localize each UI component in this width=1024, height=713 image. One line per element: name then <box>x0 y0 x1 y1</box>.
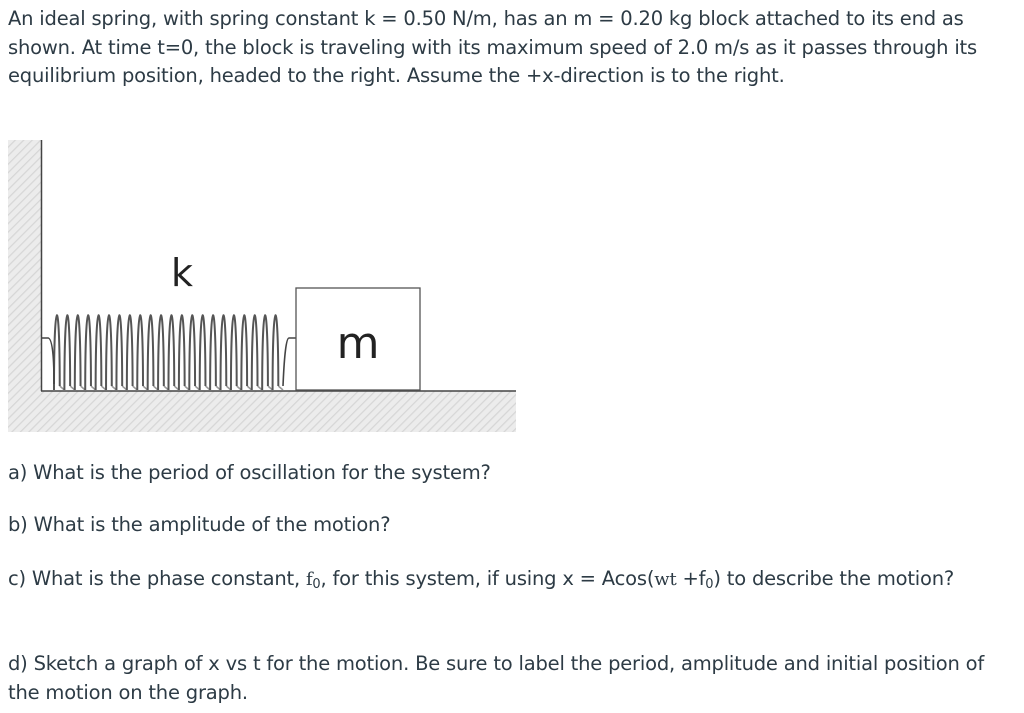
spring-block-diagram <box>8 138 518 432</box>
question-c-text-3: ) to describe the motion? <box>713 567 955 590</box>
plus-phase-symbol: +f <box>676 567 706 590</box>
spring-wall-hook <box>42 338 54 384</box>
question-b: b) What is the amplitude of the motion? <box>8 513 391 536</box>
spring <box>42 315 296 390</box>
question-c <box>8 562 1008 596</box>
omega-t-symbol: wt <box>654 569 677 590</box>
spring-block-hook <box>283 338 296 386</box>
question-c-text-2: , for this system, if using x = Acos( <box>320 567 655 590</box>
phase-symbol: f <box>305 569 313 590</box>
floor <box>8 391 516 432</box>
plus-phase-subscript: 0 <box>705 577 714 592</box>
question-d: d) Sketch a graph of x vs t for the motion. Be sure to label the period, amplitude and initial position of the motion on the graph. <box>8 652 985 704</box>
phase-subscript: 0 <box>312 577 321 592</box>
question-c-text-1: c) What is the phase constant, <box>8 567 306 590</box>
spring-back-coils <box>60 386 283 390</box>
spring-block-svg <box>8 138 518 432</box>
problem-statement: An ideal spring, with spring constant k = 0.50 N/m, has an m = 0.20 kg block attached to its end as shown. At time t=0, the block is traveling with its maximum speed of 2.0 m/s as it passes through its equilibrium position, headed to the right. Assume the +x-direction is to the right. <box>8 7 977 87</box>
block-mass-label: m <box>336 318 380 369</box>
spring-constant-label: k <box>171 251 194 295</box>
wall <box>8 140 41 432</box>
question-a: a) What is the period of oscillation for the system? <box>8 461 491 484</box>
spring-front-coils <box>54 315 278 390</box>
